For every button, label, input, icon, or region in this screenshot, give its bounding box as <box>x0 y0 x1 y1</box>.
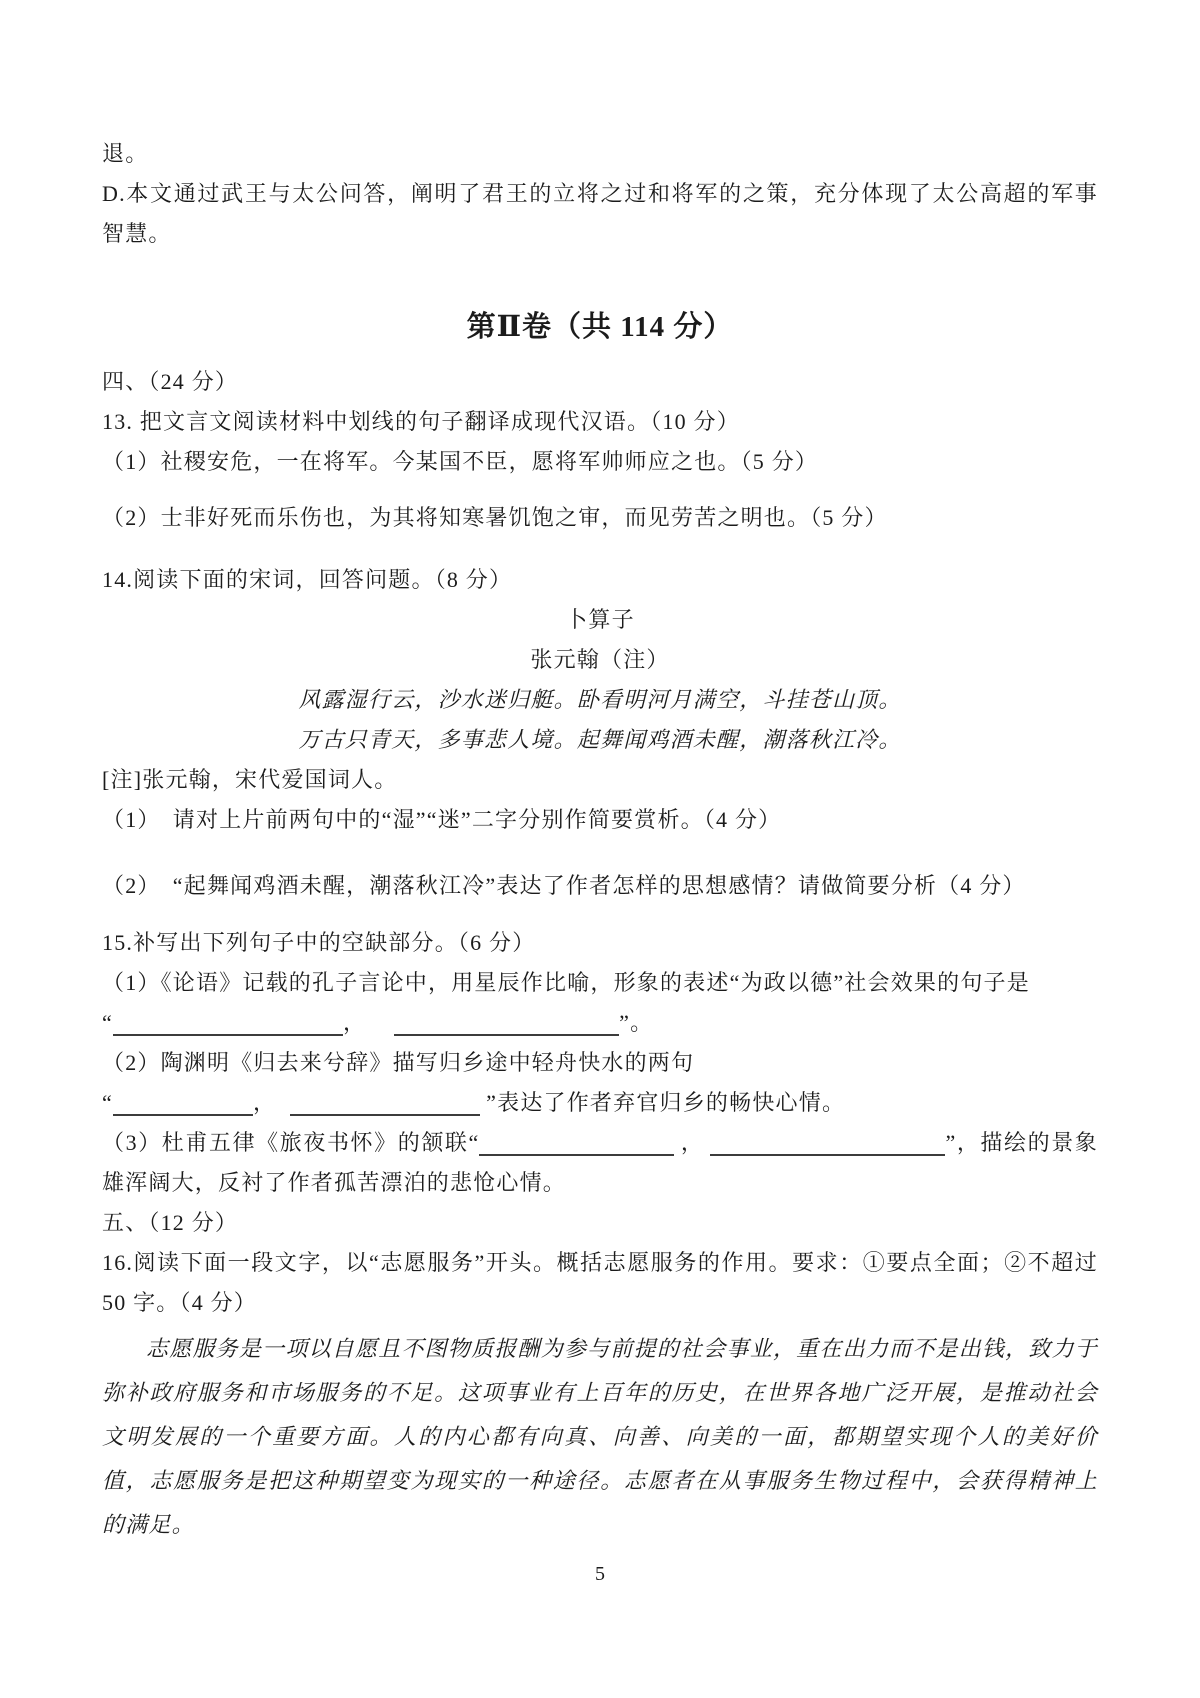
page-number: 5 <box>595 1563 605 1585</box>
q14-part2: （2） “起舞闻鸡酒未醒，潮落秋江冷”表达了作者怎样的思想感情？请做简要分析（4 分） <box>102 873 1026 898</box>
open-quote: “ <box>102 1010 113 1035</box>
option-d-text: D.本文通过武王与太公问答，阐明了君王的立将之过和将军的之策，充分体现了太公高超的军事智慧。 <box>102 181 1098 246</box>
q15-part1-text: （1）《论语》记载的孔子言论中，用星辰作比喻，形象的表述“为政以德”社会效果的句子是 <box>102 970 1030 995</box>
answer-blank <box>113 1094 253 1116</box>
q13-part1: （1）社稷安危，一在将军。今某国不臣，愿将军帅师应之也。（5 分） <box>102 449 819 474</box>
section-five-heading: 五、（12 分） <box>102 1210 239 1235</box>
poem-author: 张元翰（注） <box>530 647 670 672</box>
poem-line: 风露湿行云，沙水迷归艇。卧看明河月满空，斗挂苍山顶。 <box>298 687 902 712</box>
q15-part1-blank-line <box>102 1003 1098 1043</box>
answer-blank <box>290 1094 480 1116</box>
open-quote: “ <box>102 1090 113 1115</box>
answer-blank <box>113 1014 343 1036</box>
answer-blank <box>710 1134 945 1156</box>
page-title: 第Ⅱ卷（共 114 分） <box>466 311 734 343</box>
separator-comma: ， <box>342 1010 367 1035</box>
q14-part1: （1） 请对上片前两句中的“湿”“迷”二字分别作简要赏析。（4 分） <box>102 807 782 832</box>
answer-blank <box>394 1014 619 1036</box>
section-four-heading: 四、（24 分） <box>102 369 239 394</box>
close-text: ”表达了作者弃官归乡的畅快心情。 <box>486 1090 846 1115</box>
poem-line: 万古只青天，多事悲人境。起舞闻鸡酒未醒，潮落秋江冷。 <box>298 727 902 752</box>
carryover-line: 退。 <box>102 141 149 166</box>
q13-part2: （2）士非好死而乐伤也，为其将知寒暑饥饱之审，而见劳苦之明也。（5 分） <box>102 505 888 530</box>
q15-part2-text: （2）陶渊明《归去来兮辞》描写归乡途中轻舟快水的两句 <box>102 1050 695 1075</box>
answer-blank <box>479 1134 674 1156</box>
poem-title: 卜算子 <box>565 607 635 632</box>
q16-stem: 16.阅读下面一段文字，以“志愿服务”开头。概括志愿服务的作用。要求：①要点全面；②不超过 50 字。（4 分） <box>102 1250 1098 1315</box>
separator-comma: ， <box>680 1130 705 1155</box>
separator-comma: ， <box>252 1090 277 1115</box>
q15-part2-blank-line <box>102 1083 1098 1123</box>
q14-stem: 14.阅读下面的宋词，回答问题。（8 分） <box>102 567 513 592</box>
close-text: ”，描绘的景象雄浑阔大，反衬了作者孤苦漂泊的悲怆心情。 <box>102 1130 1098 1195</box>
close-quote: ”。 <box>619 1010 654 1035</box>
q15-part3-lead: （3）杜甫五律《旅夜书怀》的颔联“ <box>102 1130 480 1155</box>
poem-note: [注]张元翰，宋代爱国词人。 <box>102 767 398 792</box>
q15-part3-line <box>102 1123 1098 1203</box>
q13-stem: 13. 把文言文阅读材料中划线的句子翻译成现代汉语。（10 分） <box>102 409 740 434</box>
q16-passage: 志愿服务是一项以自愿且不图物质报酬为参与前提的社会事业，重在出力而不是出钱，致力于弥补政府服务和市场服务的不足。这项事业有上百年的历史，在世界各地广泛开展，是推动社会文明发展的一个重要方面。人的内心都有向真、向善、向美的一面，都期望实现个人的美好价值，志愿服务是把这种期望变为现实的一种途径。志愿者在从事服务生物过程中，会获得精神上的满足。 <box>102 1336 1098 1537</box>
q15-stem: 15.补写出下列句子中的空缺部分。（6 分） <box>102 930 536 955</box>
